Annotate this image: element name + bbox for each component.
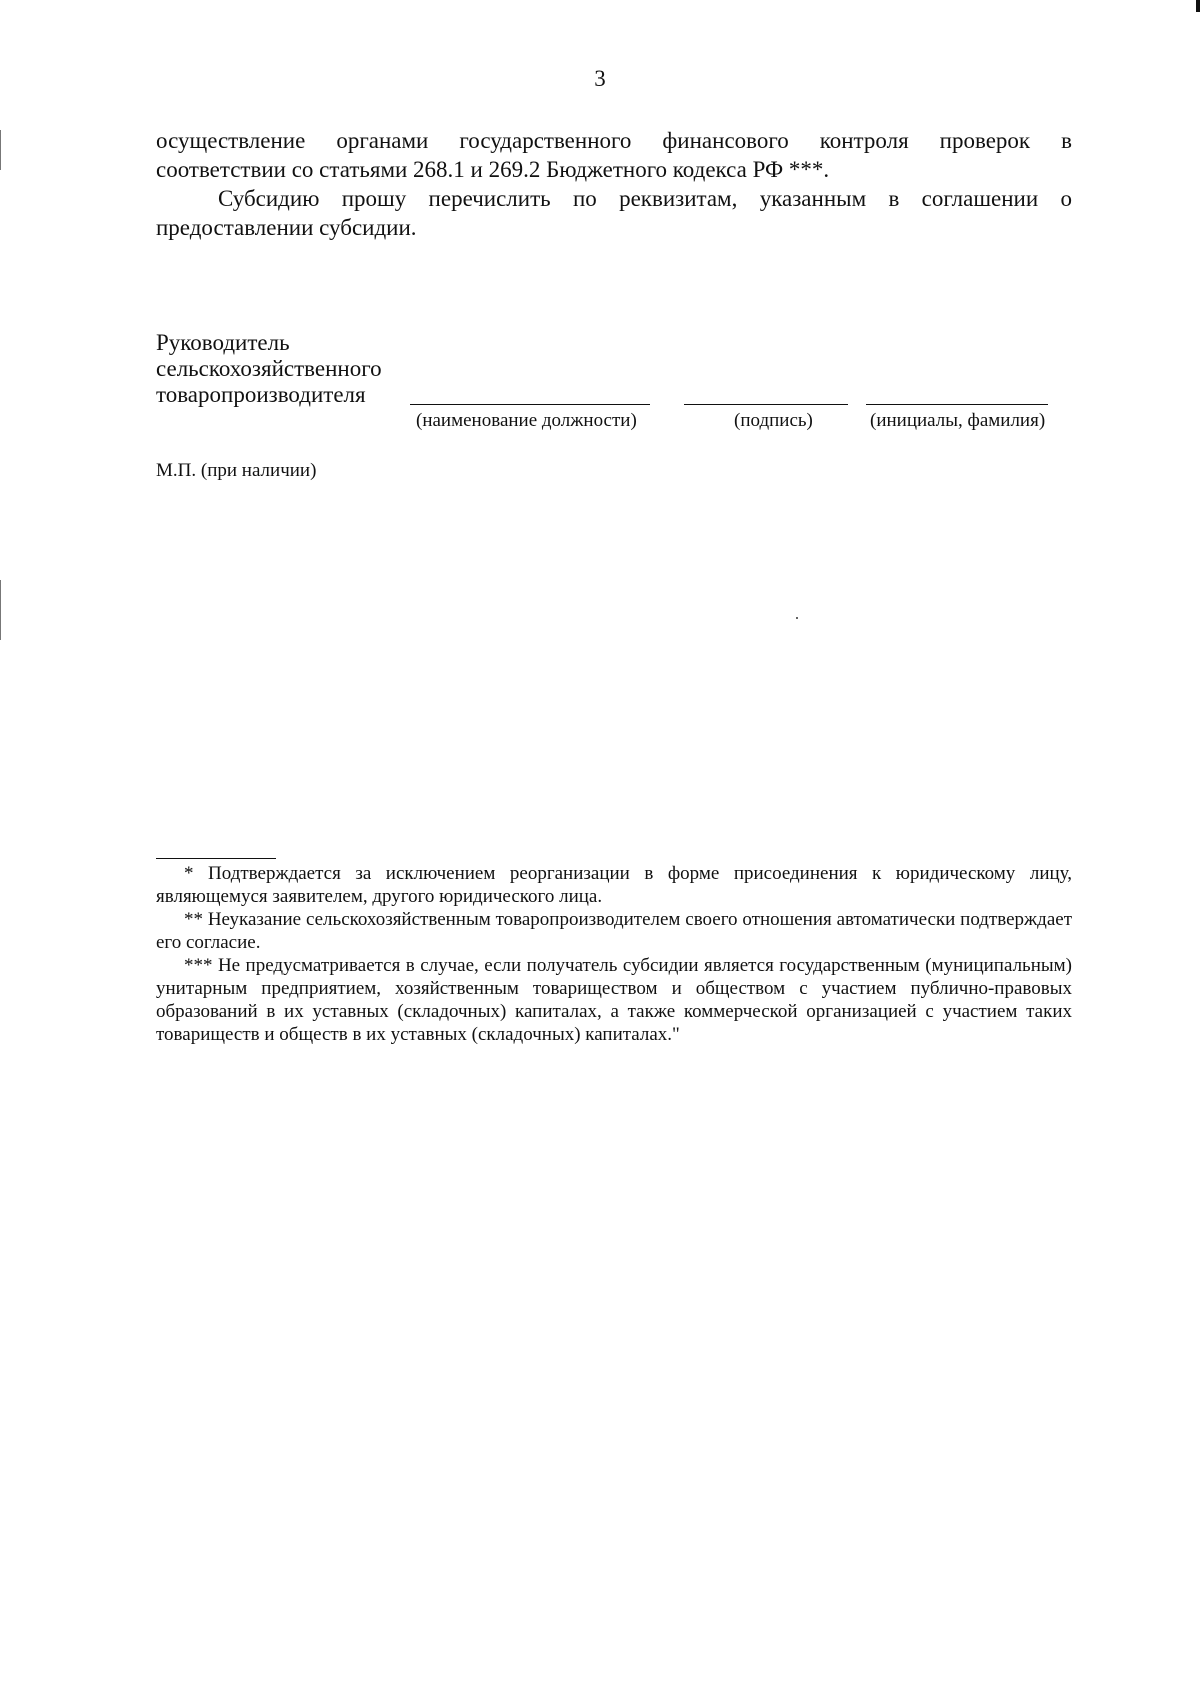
paragraph-line: соответствии со статьями 268.1 и 269.2 Бюджетного кодекса РФ ***.	[156, 157, 830, 182]
position-caption: (наименование должности)	[416, 410, 637, 431]
footnotes	[156, 862, 1072, 1046]
signature-block	[156, 330, 1076, 440]
paragraph-line: осуществление органами государственного финансового контроля проверок в	[156, 128, 1072, 153]
paragraph: Субсидию прошу перечислить по реквизитам, указанным в соглашении о предоставлении субсидии.	[156, 186, 1072, 240]
scan-speck	[796, 617, 798, 619]
footnote: * Подтверждается за исключением реорганизации в форме присоединения к юридическому лицу, являющемуся заявителем, другого юридического лица.	[156, 863, 1072, 907]
stamp-note: М.П. (при наличии)	[156, 460, 317, 481]
body-text	[156, 126, 1072, 242]
footnote-separator	[156, 858, 276, 859]
footnote: *** Не предусматривается в случае, если получатель субсидии является государственным (муниципальным) унитарным предприятием, хозяйственным товариществом и обществом с участием публично-правовых образований в их уставных (складочных) капиталах, а также коммерческой организацией с участием таких товариществ и обществ в их уставных (складочных) капиталах."	[156, 955, 1072, 1045]
page-number: 3	[594, 66, 606, 91]
signer-role-line: Руководитель	[156, 330, 290, 355]
scan-edge-mark	[0, 580, 1, 640]
name-caption: (инициалы, фамилия)	[870, 410, 1046, 431]
signer-role-line: сельскохозяйственного	[156, 356, 382, 381]
signer-role-line: товаропроизводителя	[156, 382, 366, 407]
signature-caption: (подпись)	[734, 410, 813, 431]
signer-role	[156, 330, 396, 408]
scan-edge-mark	[0, 130, 1, 170]
scan-edge-mark	[1196, 0, 1200, 12]
signature-line	[684, 404, 848, 405]
position-line	[410, 404, 650, 405]
footnote: ** Неуказание сельскохозяйственным товаропроизводителем своего отношения автоматически подтверждает его согласие.	[156, 909, 1072, 953]
name-line	[866, 404, 1048, 405]
